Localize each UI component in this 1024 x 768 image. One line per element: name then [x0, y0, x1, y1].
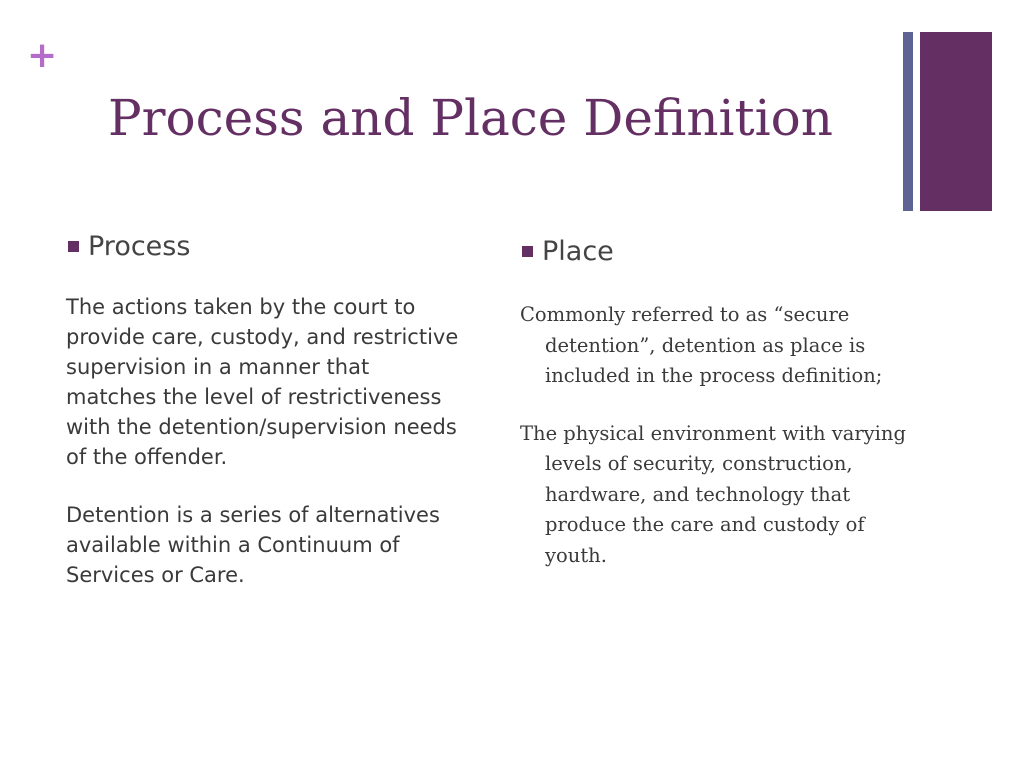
plus-icon: + [27, 35, 58, 76]
process-heading [66, 226, 466, 266]
physical-environment-text: The physical environment with varying levels of security, construction, hardware, and technology that produce the care and custody of youth. [520, 421, 906, 567]
slide-title: Process and Place Definition [108, 89, 833, 147]
process-heading-label: Process [88, 230, 191, 262]
square-bullet-icon [522, 246, 533, 257]
secure-detention-text: Commonly referred to as “secure detention”, detention as place is included in the process definition; [520, 303, 883, 387]
decorative-bar-thin [903, 32, 913, 211]
process-definition-text: The actions taken by the court to provide care, custody, and restrictive supervision in a manner that matches the level of restrictiveness with the detention/supervision needs of the offender. [66, 295, 459, 469]
square-bullet-icon [68, 241, 79, 252]
decorative-bar-thick [920, 32, 992, 211]
detention-alternatives-text: Detention is a series of alternatives available within a Continuum of Services or Care. [66, 503, 440, 587]
process-column [66, 226, 466, 590]
place-heading [520, 231, 920, 271]
place-column [520, 226, 920, 571]
place-heading-label: Place [542, 235, 614, 267]
